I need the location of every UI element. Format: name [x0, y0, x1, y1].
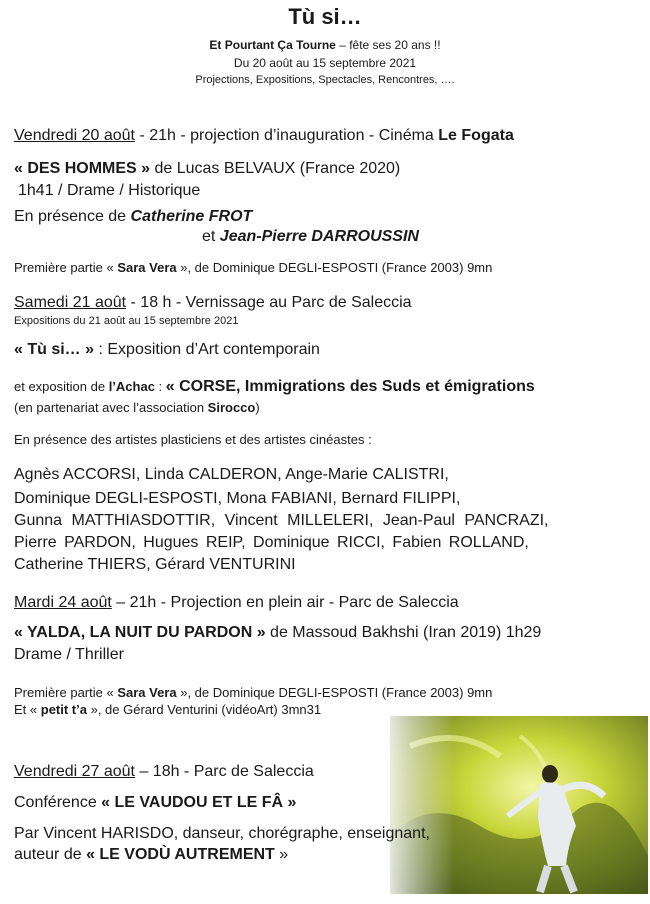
event-3-genre: Drame / Thriller [14, 646, 124, 663]
artists-line: Catherine THIERS, Gérard VENTURINI [14, 556, 296, 573]
event-1-first-part: Première partie « Sara Vera », de Dominique DEGLI-ESPOSTI (France 2003) 9mn [14, 260, 493, 275]
event-1-film: « DES HOMMES » de Lucas BELVAUX (France 2020) [14, 160, 401, 177]
page-title: Tù si… [288, 4, 362, 29]
event-3-second-part: Et « petit t’a », de Gérard Venturini (vidéoArt) 3mn31 [14, 702, 322, 717]
event-4-heading: Vendredi 27 août – 18h - Parc de Saleccia [14, 763, 314, 780]
event-4-speaker: Par Vincent HARISDO, danseur, chorégraphe, enseignant, [14, 825, 430, 842]
event-1-guest-2: et Jean-Pierre DARROUSSIN [202, 228, 419, 245]
event-2-partner: (en partenariat avec l’association Sirocco) [14, 400, 260, 415]
event-3-film: « YALDA, LA NUIT DU PARDON » de Massoud Bakhshi (Iran 2019) 1h29 [14, 624, 542, 641]
event-4-conference: Conférence « LE VAUDOU ET LE FÂ » [14, 794, 297, 811]
event-1-presence: En présence de Catherine FROT [14, 208, 253, 225]
artists-line: Gunna MATTHIASDOTTIR, Vincent MILLELERI, Jean-Paul PANCRAZI, [14, 512, 549, 529]
artists-line: Dominique DEGLI-ESPOSTI, Mona FABIANI, Bernard FILIPPI, [14, 490, 461, 507]
artists-line: Agnès ACCORSI, Linda CALDERON, Ange-Marie CALISTRI, [14, 466, 449, 483]
event-3-first-part: Première partie « Sara Vera », de Dominique DEGLI-ESPOSTI (France 2003) 9mn [14, 685, 493, 700]
festival-dates: Du 20 août au 15 septembre 2021 [233, 56, 417, 70]
artists-line: Pierre PARDON, Hugues REIP, Dominique RICCI, Fabien ROLLAND, [14, 534, 529, 551]
event-1-heading: Vendredi 20 août - 21h - projection d’inauguration - Cinéma Le Fogata [14, 127, 514, 144]
dancer-photo-graphic [390, 716, 648, 894]
dancer-photo [390, 716, 648, 894]
event-4-author: auteur de « LE VODÙ AUTREMENT » [14, 846, 289, 863]
event-2-expo-dates: Expositions du 21 août au 15 septembre 2021 [14, 315, 239, 327]
event-3-heading: Mardi 24 août – 21h - Projection en plein air - Parc de Saleccia [14, 594, 459, 611]
event-2-heading: Samedi 21 août - 18 h - Vernissage au Parc de Saleccia [14, 294, 412, 311]
event-1-duration-genre: 1h41 / Drame / Historique [18, 182, 201, 199]
event-2-achac: et exposition de l’Achac : « CORSE, Immigrations des Suds et émigrations [14, 378, 535, 395]
event-2-artists-intro: En présence des artistes plasticiens et des artistes cinéastes : [14, 432, 372, 447]
event-2-expo: « Tù si… » : Exposition d’Art contemporain [14, 341, 320, 358]
subtitle: Et Pourtant Ça Tourne – fête ses 20 ans !! [209, 38, 441, 52]
activities-list: Projections, Expositions, Spectacles, Rencontres, …. [195, 74, 455, 86]
